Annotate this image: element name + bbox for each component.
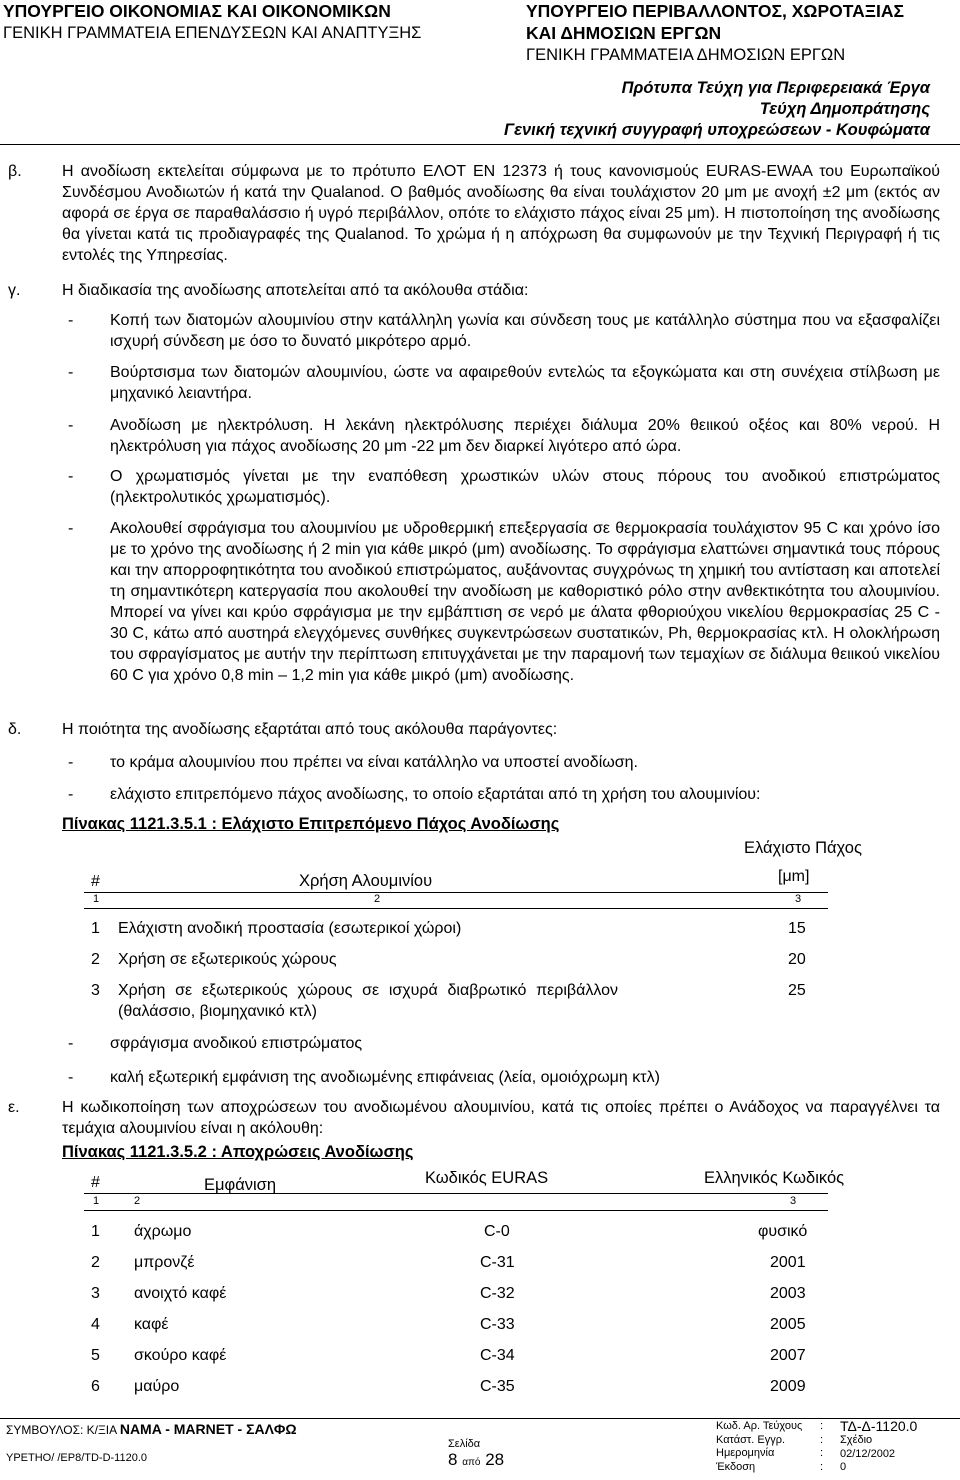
footer-date-value: 02/12/2002 xyxy=(840,1447,896,1460)
table2-header-appearance: Εμφάνιση xyxy=(204,1176,277,1194)
ministry-economy-title: ΥΠΟΥΡΓΕΙΟ ΟΙΚΟΝΟΜΙΑΣ ΚΑΙ ΟΙΚΟΝΟΜΙΚΩΝ xyxy=(3,1,391,21)
header-right xyxy=(526,0,904,66)
table2-header-greek-code: Ελληνικός Κωδικός xyxy=(704,1169,845,1187)
table2-row-euras: C-0 xyxy=(484,1223,510,1240)
secretariat-public-works: ΓΕΝΙΚΗ ΓΡΑΜΜΑΤΕΙΑ ΔΗΜΟΣΙΩΝ ΕΡΓΩΝ xyxy=(526,46,846,64)
table2-row-euras: C-32 xyxy=(480,1285,515,1302)
section-epsilon-marker: ε. xyxy=(8,1099,20,1116)
bullet-dash: - xyxy=(68,1035,74,1052)
section-gamma-marker: γ. xyxy=(8,282,21,299)
ministry-environment-title-2: ΚΑΙ ΔΗΜΟΣΙΩΝ ΕΡΓΩΝ xyxy=(526,23,722,43)
table1-col-number: 1 xyxy=(93,893,100,905)
section-delta-marker: δ. xyxy=(8,721,22,738)
footer-advisor xyxy=(6,1421,297,1437)
table2-header-num: # xyxy=(91,1174,100,1191)
table2-row-appearance: ανοιχτό καφέ xyxy=(134,1285,227,1302)
table2-header-rule xyxy=(84,1193,828,1194)
bullet-dash: - xyxy=(68,520,74,537)
table2-row-euras: C-33 xyxy=(480,1316,515,1333)
gamma-item-sealing: Ακολουθεί σφράγισμα του αλουμινίου με υδροθερμική επεξεργασία σε θερμοκρασία τουλάχιστον 95 C και χρόνο ίσο με το χρόνο της ανοδίωσης ή 2 min για κάθε μικρό (μm) ανοδίωσης. Το σφράγισμα ελαττώνει σημαντικά τους πόρους και την απορροφητικότητα του ανοδικού επιστρώματος, αυξάνοντας συγχρόνως τη χημική του αντίσταση και αποτελεί τη σημαντικότερη κατεργασία που ακολουθεί την ανοδίωση με καθοριστικό ρόλο στην ανθεκτικότητα του αλουμινίου. Μπορεί να γίνει και κρύο σφράγισμα με την εμβάπτιση σε νερό με άλατα φθοριούχου νικελίου θερμοκρασίας 25 C - 30 C, κάτω από αυστηρά ελεγχόμενες συνθήκες συγκεντρώσεων συστατικών, Ph, θερμοκρασίας κτλ. Η ολοκλήρωση του σφραγίσματος με αυτήν την περίπτωση επιτυγχάνεται με την παραμονή των τεμαχίων σε διάλυμα θειικού νικελίου 60 C για χρόνο 0,8 min – 1,2 min για κάθε μικρό (μm) ανοδίωσης. xyxy=(110,520,940,684)
table2-row-appearance: καφέ xyxy=(134,1316,169,1333)
doc-title-line-2: Τεύχη Δημοπράτησης xyxy=(759,100,930,118)
footer-meta-colons xyxy=(820,1420,823,1474)
table1-header-rule xyxy=(84,892,828,893)
bullet-dash: - xyxy=(68,364,74,381)
footer-page-total: 28 xyxy=(485,1450,505,1469)
footer-edition-value: 0 xyxy=(840,1461,847,1473)
footer-page-num: 8 xyxy=(448,1450,458,1469)
table2-row-euras: C-31 xyxy=(480,1254,515,1271)
bullet-dash: - xyxy=(68,312,74,329)
footer-colon: : xyxy=(820,1447,824,1459)
table1-row-num: 2 xyxy=(91,951,100,968)
footer-divider xyxy=(0,1418,960,1419)
table2-row-appearance: άχρωμο xyxy=(134,1223,192,1240)
delta-item-appearance: καλή εξωτερική εμφάνιση της ανοδιωμένης επιφάνειας (λεία, ομοιόχρωμη κτλ) xyxy=(110,1069,660,1086)
table2-row-greek-code: φυσικό xyxy=(758,1223,808,1240)
table1-row-use: Ελάχιστη ανοδική προστασία (εσωτερικοί χώροι) xyxy=(118,920,462,937)
footer-page-of: από xyxy=(462,1457,481,1468)
gamma-item-coloring: Ο χρωματισμός γίνεται με την εναπόθεση χρωστικών υλών στους πόρους του ανοδικού επιστρώματος (ηλεκτρολυτικός χρωματισμός). xyxy=(110,468,940,506)
bullet-dash: - xyxy=(68,468,74,485)
table2-col-number: 2 xyxy=(134,1195,141,1207)
table2-col-number: 1 xyxy=(93,1195,100,1207)
bullet-dash: - xyxy=(68,417,74,434)
gamma-item-cutting: Κοπή των διατομών αλουμινίου στην κατάλληλη γωνία και σύνδεση τους με κατάλληλο σύστημα που να εξασφαλίζει ισχυρή σύνδεση με όσο το δυνατό μικρότερο αρμό. xyxy=(110,312,940,350)
table1-row-use: Χρήση σε εξωτερικούς χώρους xyxy=(118,951,337,968)
table2-row-euras: C-34 xyxy=(480,1347,515,1364)
table2-row-appearance: σκούρο καφέ xyxy=(134,1347,227,1364)
footer-code-value: ΤΔ-Δ-1120.0 xyxy=(840,1418,918,1434)
section-beta-marker: β. xyxy=(8,163,22,180)
table1-row-num: 3 xyxy=(91,982,100,999)
table2-row-greek-code: 2009 xyxy=(770,1378,806,1395)
bullet-dash: - xyxy=(68,786,74,803)
table2-row-greek-code: 2001 xyxy=(770,1254,806,1271)
section-delta-text: Η ποιότητα της ανοδίωσης εξαρτάται από τους ακόλουθα παράγοντες: xyxy=(62,721,558,738)
secretariat-investments: ΓΕΝΙΚΗ ΓΡΑΜΜΑΤΕΙΑ ΕΠΕΝΔΥΣΕΩΝ ΚΑΙ ΑΝΑΠΤΥΞΗΣ xyxy=(3,24,422,42)
ministry-environment-title-1: ΥΠΟΥΡΓΕΙΟ ΠΕΡΙΒΑΛΛΟΝΤΟΣ, ΧΩΡΟΤΑΞΙΑΣ xyxy=(526,1,905,21)
table2-row-num: 2 xyxy=(91,1254,100,1271)
doc-title-line-3: Γενική τεχνική συγγραφή υποχρεώσεων - Κουφώματα xyxy=(504,121,930,139)
table2-row-num: 4 xyxy=(91,1316,100,1333)
table2-header-euras: Κωδικός EURAS xyxy=(425,1169,549,1187)
header-divider xyxy=(0,144,960,145)
doc-title-line-1: Πρότυπα Τεύχη για Περιφερειακά Έργα xyxy=(621,79,930,97)
table2-col-number: 3 xyxy=(790,1195,797,1207)
section-epsilon-text: Η κωδικοποίηση των αποχρώσεων του ανοδιωμένου αλουμινίου, κατά τις οποίες πρέπει ο Ανάδοχος να παραγγέλνει τα τεμάχια αλουμινίου είναι η ακόλουθη: xyxy=(62,1099,940,1137)
table2-row-greek-code: 2005 xyxy=(770,1316,806,1333)
table1-row-value: 15 xyxy=(788,920,806,937)
footer-colon: : xyxy=(820,1460,824,1473)
bullet-dash: - xyxy=(68,1069,74,1086)
footer-meta-values xyxy=(840,1418,917,1475)
table2-title: Πίνακας 1121.3.5.2 : Αποχρώσεις Ανοδίωσης xyxy=(62,1143,414,1161)
footer-advisor-label: ΣΥΜΒΟΥΛΟΣ: Κ/ΞΙΑ xyxy=(6,1423,117,1437)
footer-file-code: ΥΡΕΤΗΟ/ /ΕΡ8/ΤD-D-1120.0 xyxy=(6,1452,148,1464)
table2-row-num: 3 xyxy=(91,1285,100,1302)
footer-colon: : xyxy=(820,1433,824,1446)
footer-status-value: Σχέδιο xyxy=(840,1434,873,1446)
table2-row-euras: C-35 xyxy=(480,1378,515,1395)
header-left xyxy=(3,0,421,44)
bullet-dash: - xyxy=(68,754,74,771)
table1-col-number: 3 xyxy=(795,893,802,905)
footer-code-label: Κωδ. Αρ. Τεύχους xyxy=(716,1420,803,1432)
table1-row-use: Χρήση σε εξωτερικούς χώρους σε ισχυρά διαβρωτικό περιβάλλον (θαλάσσιο, βιομηχανικό κτλ) xyxy=(118,982,618,1020)
delta-item-alloy: το κράμα αλουμινίου που πρέπει να είναι κατάλληλο να υποστεί ανοδίωση. xyxy=(110,754,638,771)
table1-number-rule xyxy=(84,908,828,909)
table1-row-value: 25 xyxy=(788,982,806,999)
footer-page-label: Σελίδα xyxy=(448,1438,481,1450)
table1-header-min-thickness: Ελάχιστο Πάχος xyxy=(744,839,862,857)
table2-row-num: 6 xyxy=(91,1378,100,1395)
section-gamma-text: Η διαδικασία της ανοδίωσης αποτελείται από τα ακόλουθα στάδια: xyxy=(62,282,529,299)
table2-row-appearance: μαύρο xyxy=(134,1378,180,1395)
footer-status-label: Κατάστ. Εγγρ. xyxy=(716,1433,786,1446)
table1-header-use: Χρήση Αλουμινίου xyxy=(299,872,433,890)
table1-header-unit: [μm] xyxy=(778,868,810,885)
table2-number-rule xyxy=(84,1210,828,1211)
table1-row-value: 20 xyxy=(788,951,806,968)
table2-row-num: 5 xyxy=(91,1347,100,1364)
table2-row-num: 1 xyxy=(91,1223,100,1240)
delta-item-min-thickness: ελάχιστο επιτρεπόμενο πάχος ανοδίωσης, το οποίο εξαρτάται από τη χρήση του αλουμινίου: xyxy=(110,786,761,803)
table1-title: Πίνακας 1121.3.5.1 : Ελάχιστο Επιτρεπόμενο Πάχος Ανοδίωσης xyxy=(62,815,560,833)
gamma-item-electrolysis: Ανοδίωση με ηλεκτρόλυση. Η λεκάνη ηλεκτρόλυσης περιέχει διάλυμα 20% θειικού οξέος και 80% νερού. Η ηλεκτρόλυση για πάχος ανοδίωσης 20 μm -22 μm δεν διαρκεί λιγότερο από ώρα. xyxy=(110,417,940,455)
table1-row-num: 1 xyxy=(91,920,100,937)
footer-edition-label: Έκδοση xyxy=(716,1460,756,1473)
table1-col-number: 2 xyxy=(374,893,381,905)
document-title-block xyxy=(504,78,930,141)
footer-colon: : xyxy=(820,1420,824,1432)
footer-advisor-name: NAMA - MARNET - ΣΑΛΦΩ xyxy=(119,1421,297,1437)
table2-row-greek-code: 2003 xyxy=(770,1285,806,1302)
table2-row-appearance: μπρονζέ xyxy=(134,1254,195,1271)
delta-item-sealing: σφράγισμα ανοδικού επιστρώματος xyxy=(110,1035,363,1052)
footer-page-indicator xyxy=(448,1450,504,1470)
table2-row-greek-code: 2007 xyxy=(770,1347,806,1364)
footer-date-label: Ημερομηνία xyxy=(716,1447,775,1459)
table1-header-num: # xyxy=(91,873,100,890)
gamma-item-brushing: Βούρτσισμα των διατομών αλουμινίου, ώστε να αφαιρεθούν εντελώς τα εξογκώματα και στη συνέχεια στίλβωση με μηχανικό λειαντήρα. xyxy=(110,364,940,402)
section-beta-text: Η ανοδίωση εκτελείται σύμφωνα με το πρότυπο ΕΛΟΤ EN 12373 ή τους κανονισμούς EURAS-EWAA του Ευρωπαϊκού Συνδέσμου Ανοδιωτών ή κατά την Qualanod. Ο βαθμός ανοδίωσης θα είναι τουλάχιστον 20 μm με ανοχή ±2 μm (εκτός αν αφορά σε έργα σε παραθαλάσσιο ή υγρό περιβάλλον, οπότε το ελάχιστο πάχος είναι 25 μm). Η πιστοποίηση της ανοδίωσης θα γίνεται κατά τις προδιαγραφές της Qualanod. Το χρώμα ή η απόχρωση θα συμφωνούν με την Τεχνική Περιγραφή ή τις εντολές της Υπηρεσίας. xyxy=(62,163,940,264)
footer-meta-labels xyxy=(716,1420,802,1474)
